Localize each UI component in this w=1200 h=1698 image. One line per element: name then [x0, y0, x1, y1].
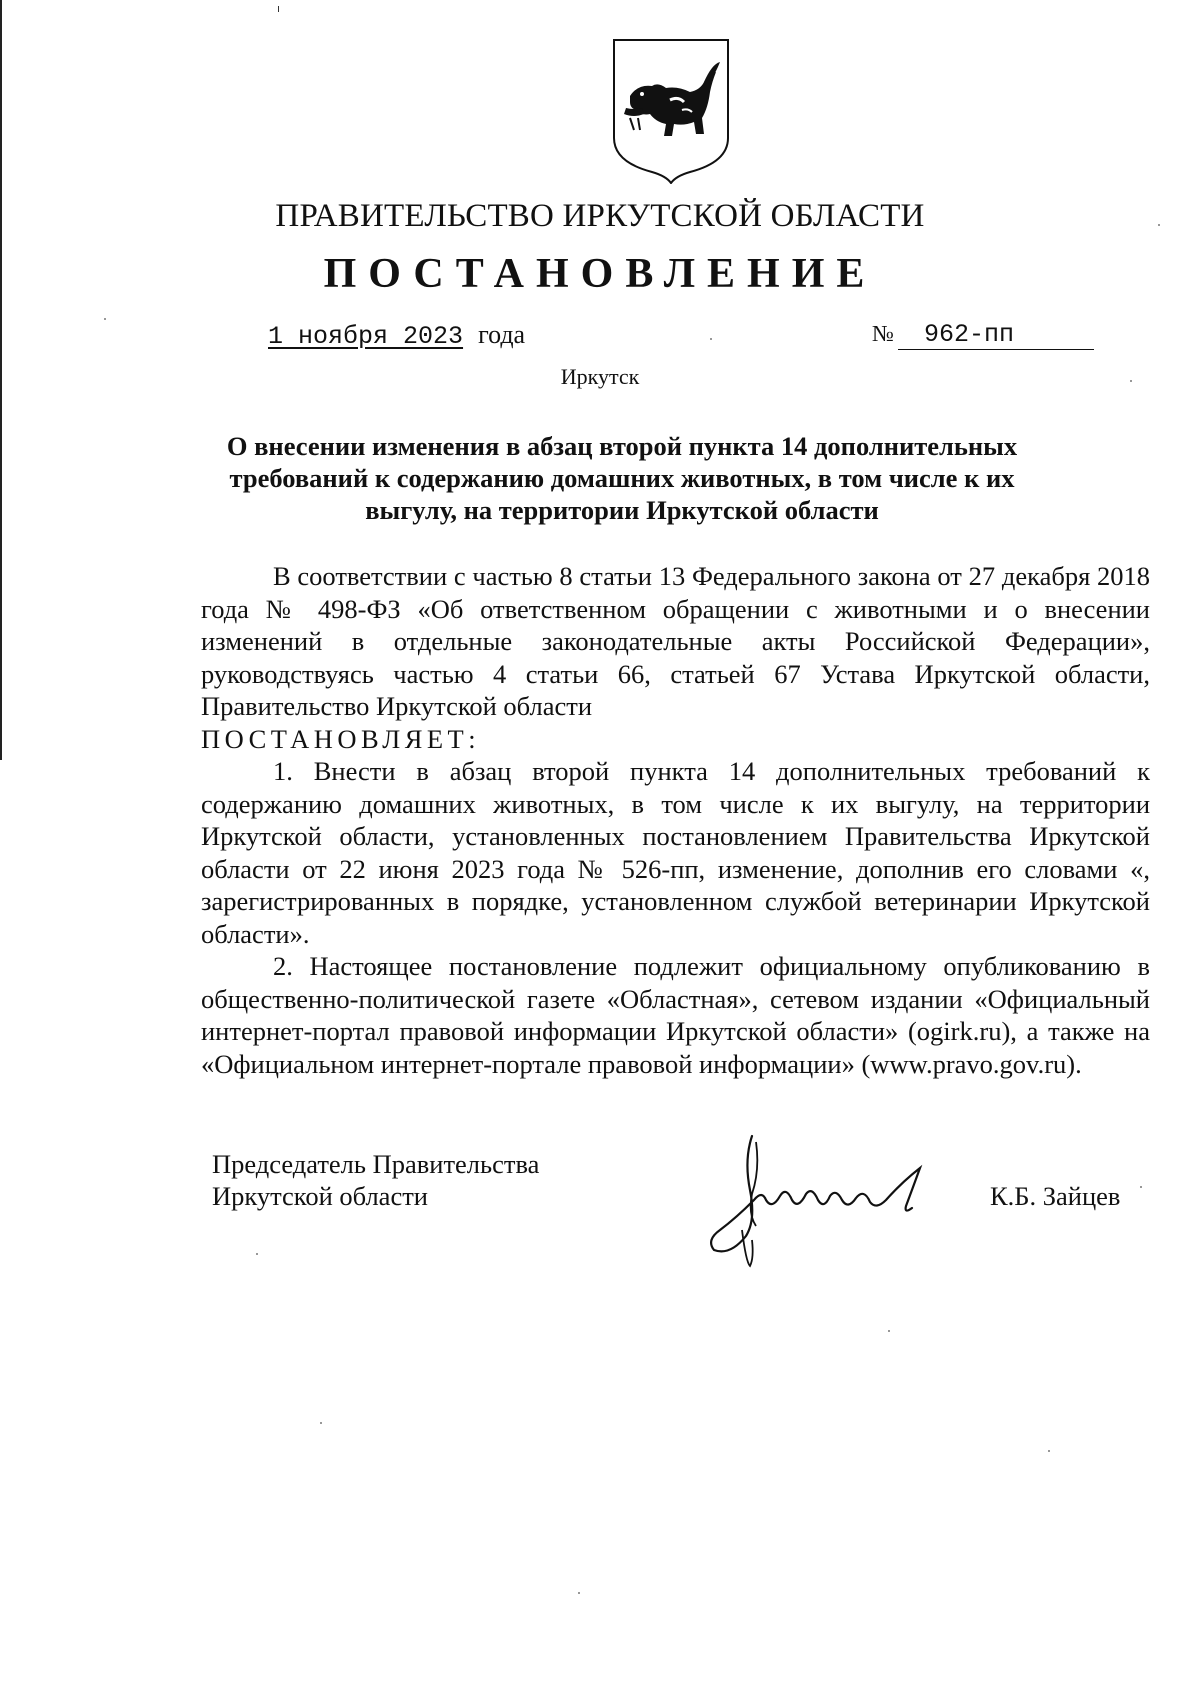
- signatory-position: [212, 1148, 539, 1212]
- document-body: [201, 560, 1150, 1080]
- scan-speck: [1048, 1450, 1050, 1452]
- document-date: [268, 320, 525, 351]
- scan-speck: [1140, 1186, 1142, 1188]
- city: Иркутск: [560, 364, 640, 389]
- scan-speck: [578, 1592, 580, 1594]
- scan-mark: [278, 6, 279, 12]
- date-suffix: года: [478, 320, 526, 349]
- signer-name: К.Б. Зайцев: [990, 1181, 1121, 1211]
- item-2-paragraph: 2. Настоящее постановление подлежит официальному опубликованию в общественно-политической газете «Областная», сетевом издании «Официальный интернет-портал правовой информации Иркутской области» (ogirk.ru), а также на «Официальном интернет-портале правовой информации» (www.pravo.gov.ru).: [201, 951, 1150, 1079]
- decree-word: ПОСТАНОВЛЯЕТ:: [201, 723, 481, 754]
- signature-image: [706, 1130, 954, 1270]
- scan-speck: [256, 1253, 258, 1255]
- position-line-1: Председатель Правительства: [212, 1149, 540, 1179]
- document-number: [872, 320, 1094, 350]
- scan-speck: [104, 318, 106, 320]
- scan-speck: [888, 1330, 890, 1332]
- coat-of-arms-icon: [612, 38, 730, 184]
- document-type: ПОСТАНОВЛЕНИЕ: [323, 251, 877, 297]
- scan-speck: [1130, 380, 1132, 382]
- position-line-2: Иркутской области: [212, 1181, 428, 1211]
- document-heading: О внесении изменения в абзац второй пункта 14 дополнительных требований к содержанию домашних животных, в том числе к их выгулу, на территории Иркутской области: [226, 431, 1018, 525]
- organization-title: ПРАВИТЕЛЬСТВО ИРКУТСКОЙ ОБЛАСТИ: [275, 198, 925, 234]
- preamble-paragraph: В соответствии с частью 8 статьи 13 Федерального закона от 27 декабря 2018 года № 498-ФЗ «Об ответственном обращении с животными и о внесении изменений в отдельные законодательные акты Российской Федерации», руководствуясь частью 4 статьи 66, статьей 67 Устава Иркутской области, Правительство Иркутской области: [201, 561, 1150, 721]
- scan-speck: [1158, 224, 1160, 226]
- scan-speck: [710, 338, 712, 340]
- number-value: 962-пп: [898, 320, 1094, 350]
- date-value: 1 ноября 2023: [268, 322, 464, 351]
- item-1-paragraph: 1. Внести в абзац второй пункта 14 дополнительных требований к содержанию домашних животных, в том числе к их выгулу, на территории Иркутской области, установленных постановлением Правительства Иркутской области от 22 июня 2023 года № 526-пп, изменение, дополнив его словами «, зарегистрированных в порядке, установленном службой ветеринарии Иркутской области».: [201, 756, 1150, 949]
- scan-speck: [320, 1422, 322, 1424]
- number-sign: №: [872, 321, 894, 346]
